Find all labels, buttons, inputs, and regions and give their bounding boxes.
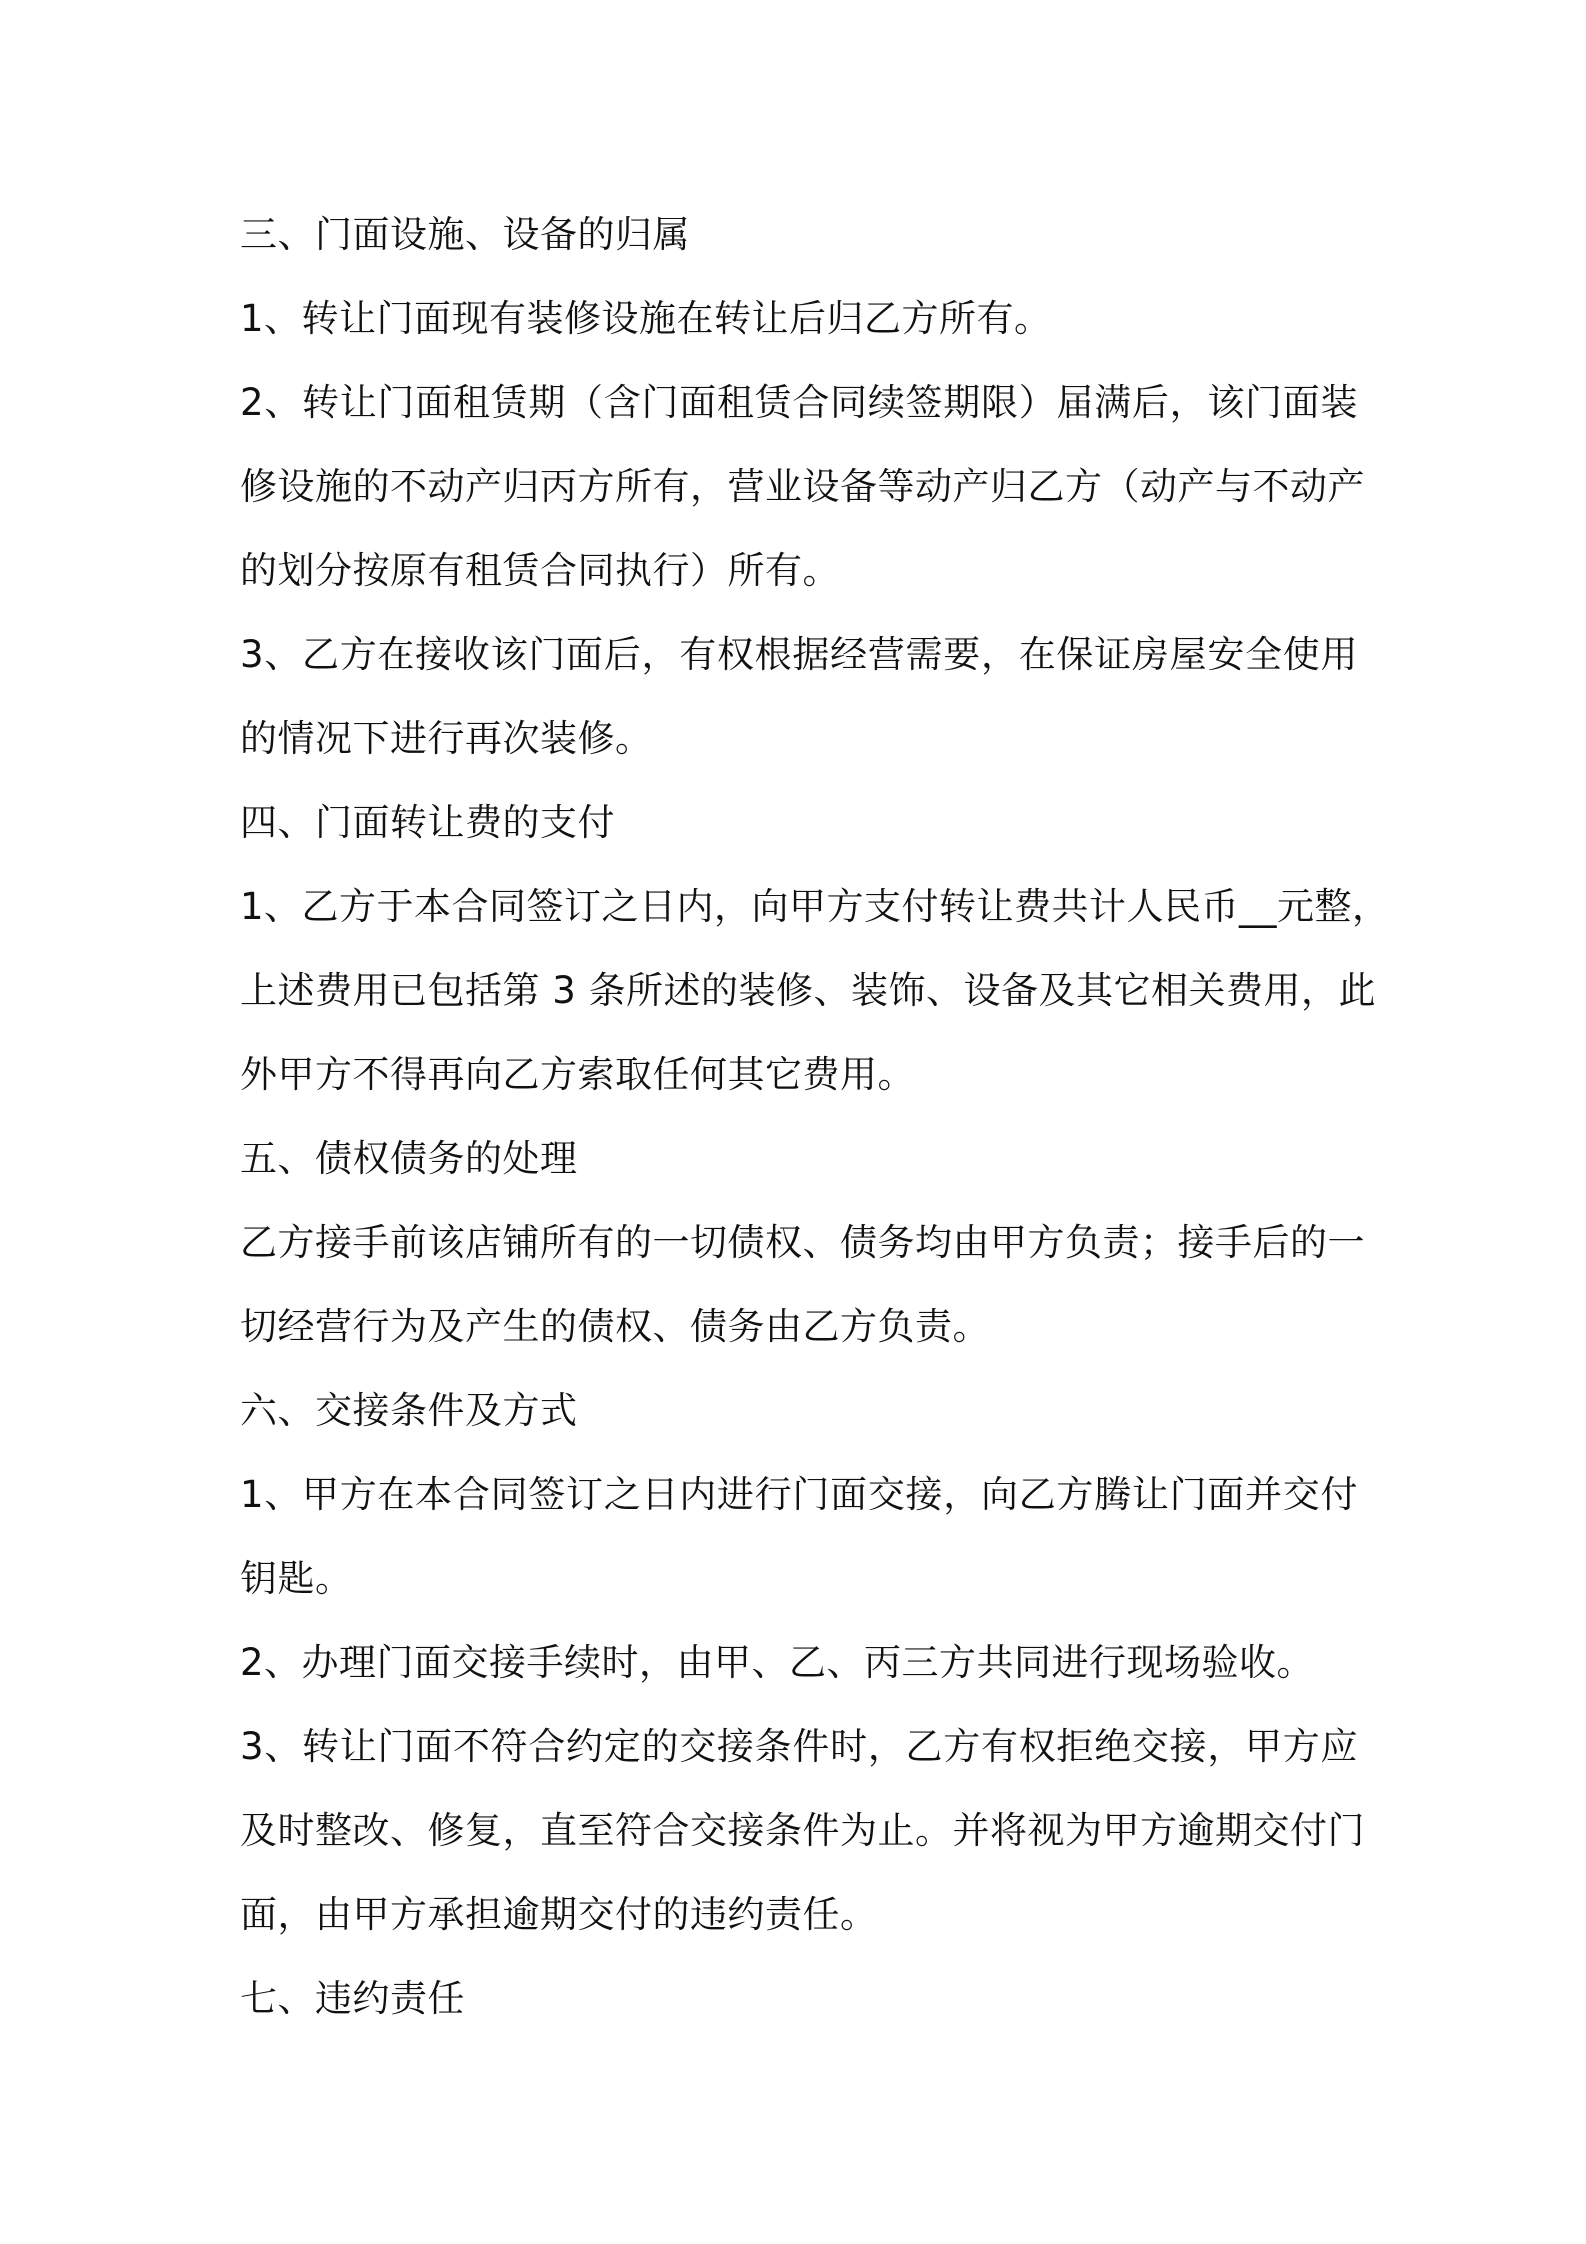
clause-3-2-line-2: 修设施的不动产归丙方所有，营业设备等动产归乙方（动产与不动产 [240,465,1365,508]
section-heading-3: 三、门面设施、设备的归属 [240,213,690,256]
clause-4-1-line-1: 1、乙方于本合同签订之日内，向甲方支付转让费共计人民币__元整， [240,885,1390,928]
clause-4-1-line-2: 上述费用已包括第 3 条所述的装修、装饰、设备及其它相关费用，此 [240,969,1377,1012]
document-page [240,193,1390,2041]
clause-3-3-line-1: 3、乙方在接收该门面后，有权根据经营需要，在保证房屋安全使用 [240,633,1358,676]
clause-3-2-line-3: 的划分按原有租赁合同执行）所有。 [240,549,840,592]
clause-3-3-line-2: 的情况下进行再次装修。 [240,717,653,760]
clause-6-2: 2、办理门面交接手续时，由甲、乙、丙三方共同进行现场验收。 [240,1641,1315,1684]
section-heading-6: 六、交接条件及方式 [240,1389,578,1432]
section-heading-5: 五、债权债务的处理 [240,1137,578,1180]
clause-6-1-line-1: 1、甲方在本合同签订之日内进行门面交接，向乙方腾让门面并交付 [240,1473,1358,1516]
clause-6-1-line-2: 钥匙。 [240,1557,353,1600]
clause-5-line-1: 乙方接手前该店铺所有的一切债权、债务均由甲方负责；接手后的一 [240,1221,1365,1264]
clause-6-3-line-1: 3、转让门面不符合约定的交接条件时，乙方有权拒绝交接，甲方应 [240,1725,1358,1768]
section-heading-7: 七、违约责任 [240,1977,465,2020]
clause-3-2-line-1: 2、转让门面租赁期（含门面租赁合同续签期限）届满后，该门面装 [240,381,1358,424]
clause-6-3-line-2: 及时整改、修复，直至符合交接条件为止。并将视为甲方逾期交付门 [240,1809,1365,1852]
section-heading-4: 四、门面转让费的支付 [240,801,615,844]
clause-4-1-line-3: 外甲方不得再向乙方索取任何其它费用。 [240,1053,915,1096]
clause-5-line-2: 切经营行为及产生的债权、债务由乙方负责。 [240,1305,990,1348]
clause-6-3-line-3: 面，由甲方承担逾期交付的违约责任。 [240,1893,878,1936]
clause-3-1: 1、转让门面现有装修设施在转让后归乙方所有。 [240,297,1052,340]
